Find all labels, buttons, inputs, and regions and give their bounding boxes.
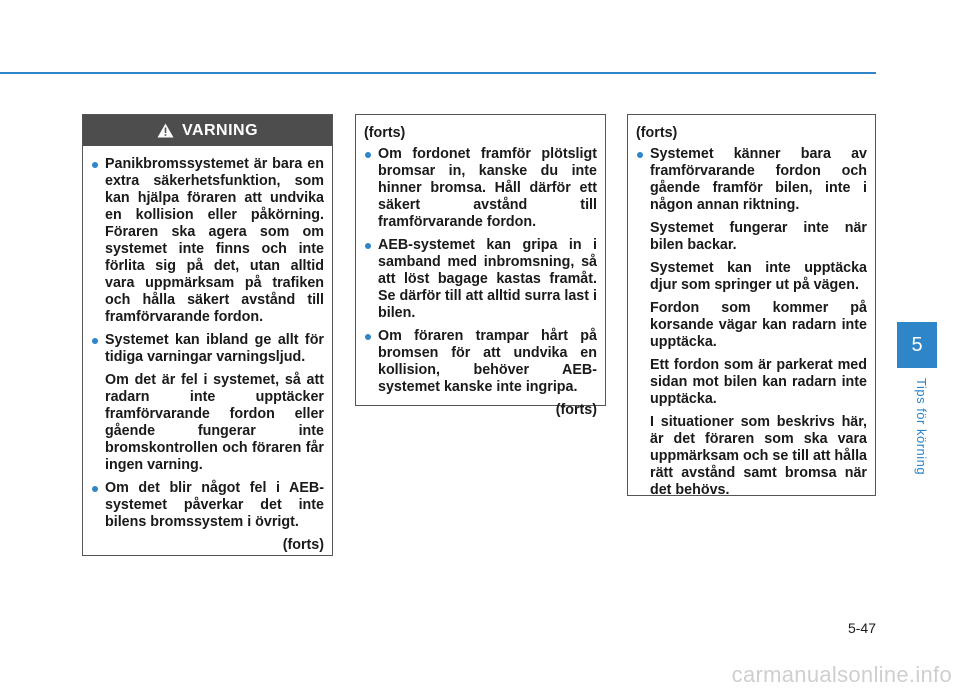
warning-title: VARNING xyxy=(181,121,259,139)
warning-triangle-icon xyxy=(157,123,174,138)
list-item: AEB-systemet kan gripa in i samband med inbromsning, så att löst bagage kastas framåt. Se därför till att alltid surra last i bilen. xyxy=(364,237,597,322)
paragraph: Om det är fel i systemet, så att radarn inte upptäcker framförvarande fordon eller gående fungerar inte bromskontrollen och föraren får ingen varning. xyxy=(105,372,324,473)
paragraph: Systemet fungerar inte när bilen backar. xyxy=(650,220,867,253)
warning-header xyxy=(83,115,332,146)
list-item: Panikbromssystemet är bara en extra säkerhetsfunktion, som kan hjälpa föraren att undvika en kollision eller påkörning. Föraren ska agera som om systemet inte finns och inte förlita sig på det, utan alltid vara uppmärksam på trafiken och hålla säkert avstånd till framförvarande fordon. xyxy=(91,156,324,326)
watermark: carmanualsonline.info xyxy=(731,662,952,687)
chapter-number-tab: 5 xyxy=(897,322,937,368)
list-item: Om fordonet framför plötsligt bromsar in, kanske du inte hinner bromsa. Håll därför ett säkert avstånd till framförvarande fordon. xyxy=(364,146,597,231)
continued-label: (forts) xyxy=(555,402,597,418)
continued-label: (forts) xyxy=(282,537,324,553)
middle-box xyxy=(355,114,606,418)
list-item: Om det blir något fel i AEB-systemet påverkar det inte bilens bromssystem i övrigt. xyxy=(91,480,324,531)
continued-label: (forts) xyxy=(364,125,406,141)
paragraph: I situationer som beskrivs här, är det föraren som ska vara uppmärksam och se till att hålla rätt avstånd samt bromsa när det behövs. xyxy=(650,414,867,498)
chapter-title: Tips för körning xyxy=(914,378,929,476)
right-box xyxy=(627,114,876,496)
list-item: Systemet kan ibland ge allt för tidiga varningar varningsljud. xyxy=(91,332,324,366)
page-number: 5-47 xyxy=(847,620,876,636)
paragraph: Fordon som kommer på korsande vägar kan radarn inte upptäcka. xyxy=(650,300,867,350)
paragraph: Systemet kan inte upptäcka djur som springer ut på vägen. xyxy=(650,260,867,293)
warning-box xyxy=(82,114,333,556)
list-item: Systemet känner bara av framförvarande fordon och gående framför bilen, inte i någon annan riktning. xyxy=(636,146,867,214)
top-rule xyxy=(0,72,876,74)
continued-label: (forts) xyxy=(636,125,678,141)
list-item: Om föraren trampar hårt på bromsen för att undvika en kollision, behöver AEB-systemet kanske inte ingripa. xyxy=(364,328,597,396)
paragraph: Ett fordon som är parkerat med sidan mot bilen kan radarn inte upptäcka. xyxy=(650,357,867,407)
